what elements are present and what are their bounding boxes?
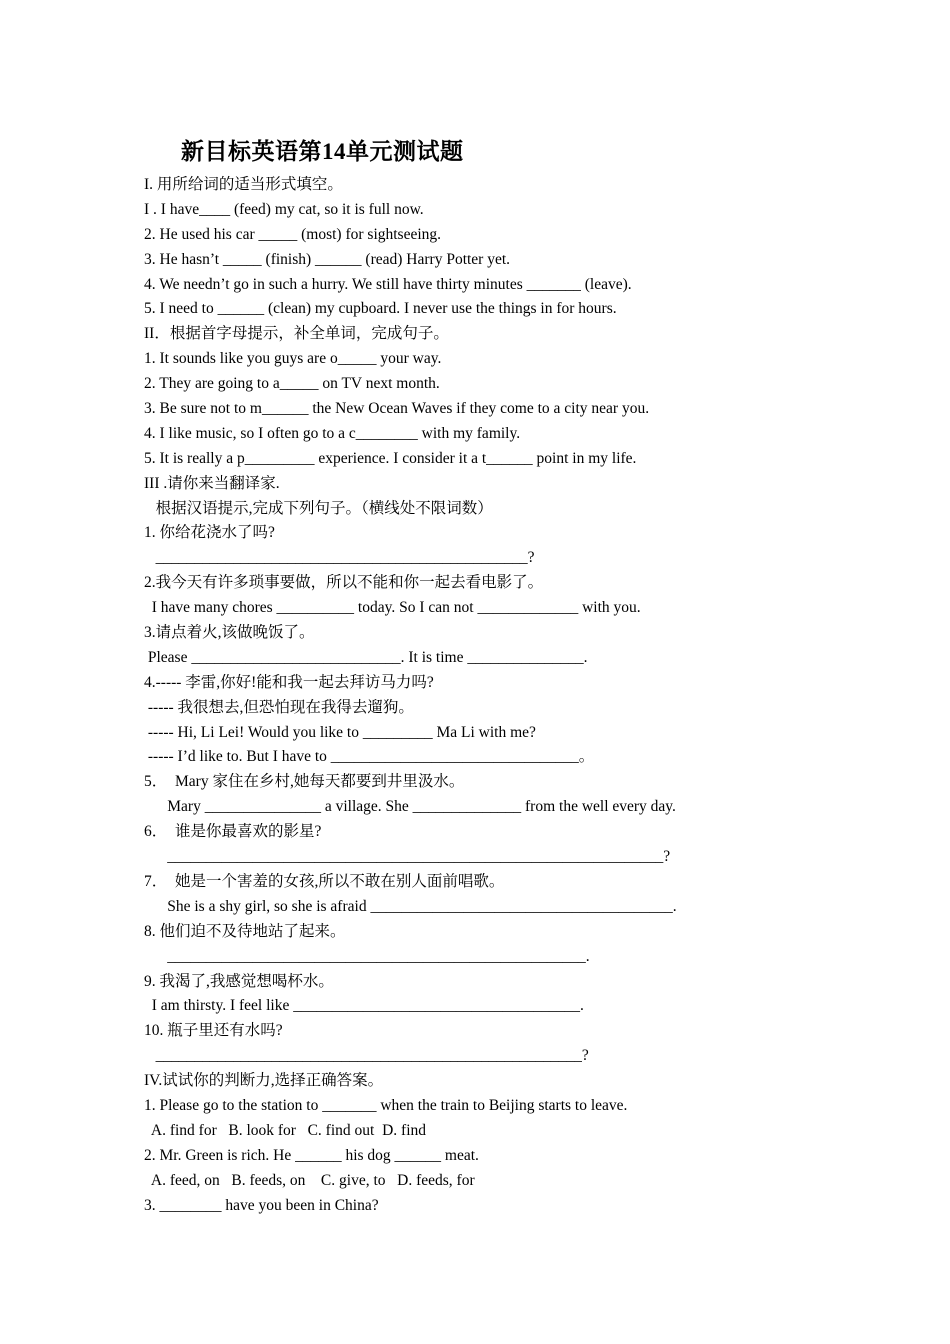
- exercise-line: ----- 我很想去,但恐怕现在我得去遛狗。: [144, 698, 414, 716]
- exercise-line: 5. I need to ______ (clean) my cupboard. I never use the things in for hours.: [144, 300, 617, 318]
- exercise-line: 4.----- 李雷,你好!能和我一起去拜访马力吗?: [144, 673, 434, 691]
- exercise-line: _______________________________________________________?: [144, 1047, 589, 1065]
- exercise-line: IV.试试你的判断力,选择正确答案。: [144, 1072, 384, 1090]
- exercise-line: 7． 她是一个害羞的女孩,所以不敢在别人面前唱歌。: [144, 872, 505, 890]
- exercise-line: ________________________________________________________________?: [144, 848, 671, 866]
- exercise-line: ______________________________________________________.: [144, 947, 590, 965]
- exercise-line: I. 用所给词的适当形式填空。: [144, 176, 343, 193]
- exercise-line: 2. Mr. Green is rich. He ______ his dog ______ meat.: [144, 1146, 479, 1164]
- exercise-line: ----- Hi, Li Lei! Would you like to _________ Ma Li with me?: [144, 723, 536, 741]
- exercise-line: 3. He hasn’t _____ (finish) ______ (read) Harry Potter yet.: [144, 250, 511, 268]
- exercise-line: 3.请点着火,该做晚饭了。: [144, 624, 315, 642]
- exercise-line: 2.我今天有许多琐事要做，所以不能和你一起去看电影了。: [144, 574, 544, 592]
- exercise-body: [144, 173, 864, 1218]
- exercise-line: 9. 我渴了,我感觉想喝杯水。: [144, 972, 334, 990]
- exercise-line: 5． Mary 家住在乡村,她每天都要到井里汲水。: [144, 773, 465, 791]
- exercise-line: 4. I like music, so I often go to a c________ with my family.: [144, 424, 521, 442]
- exercise-line: 3. ________ have you been in China?: [144, 1196, 379, 1214]
- exercise-line: She is a shy girl, so she is afraid _______________________________________.: [144, 897, 677, 915]
- exercise-line: 1. Please go to the station to _______ when the train to Beijing starts to leave.: [144, 1096, 628, 1114]
- exercise-line: 1. It sounds like you guys are o_____ your way.: [144, 350, 442, 368]
- exercise-line: 1. 你给花浇水了吗?: [144, 524, 275, 542]
- exercise-line: A. feed, on B. feeds, on C. give, to D. feeds, for: [144, 1171, 475, 1189]
- page-title: 新目标英语第14单元测试题: [181, 139, 464, 164]
- exercise-line: ________________________________________________?: [144, 549, 535, 567]
- exercise-line: Please ___________________________. It is time _______________.: [144, 648, 588, 666]
- exercise-line: ----- I’d like to. But I have to ________________________________。: [144, 748, 595, 766]
- exercise-line: 6． 谁是你最喜欢的影星?: [144, 823, 322, 841]
- exercise-line: 2. He used his car _____ (most) for sightseeing.: [144, 225, 442, 243]
- exercise-line: 根据汉语提示,完成下列句子。（横线处不限词数）: [144, 499, 493, 517]
- exercise-line: Mary _______________ a village. She ______________ from the well every day.: [144, 798, 676, 816]
- exercise-line: A. find for B. look for C. find out D. find: [144, 1121, 426, 1139]
- exercise-line: 4. We needn’t go in such a hurry. We still have thirty minutes _______ (leave).: [144, 275, 632, 293]
- exercise-line: 10. 瓶子里还有水吗?: [144, 1022, 283, 1040]
- exercise-line: I . I have____ (feed) my cat, so it is full now.: [144, 200, 424, 218]
- exercise-line: 2. They are going to a_____ on TV next month.: [144, 375, 440, 393]
- exercise-line: II．根据首字母提示，补全单词，完成句子。: [144, 325, 449, 343]
- exercise-line: 8. 他们迫不及待地站了起来。: [144, 922, 346, 940]
- exercise-line: 3. Be sure not to m______ the New Ocean Waves if they come to a city near you.: [144, 400, 650, 418]
- exercise-line: 5. It is really a p_________ experience. I consider it a t______ point in my life.: [144, 449, 637, 467]
- exercise-line: I have many chores __________ today. So I can not _____________ with you.: [144, 599, 641, 617]
- exercise-line: I am thirsty. I feel like _____________________________________.: [144, 997, 584, 1015]
- exercise-line: III .请你来当翻译家.: [144, 474, 280, 492]
